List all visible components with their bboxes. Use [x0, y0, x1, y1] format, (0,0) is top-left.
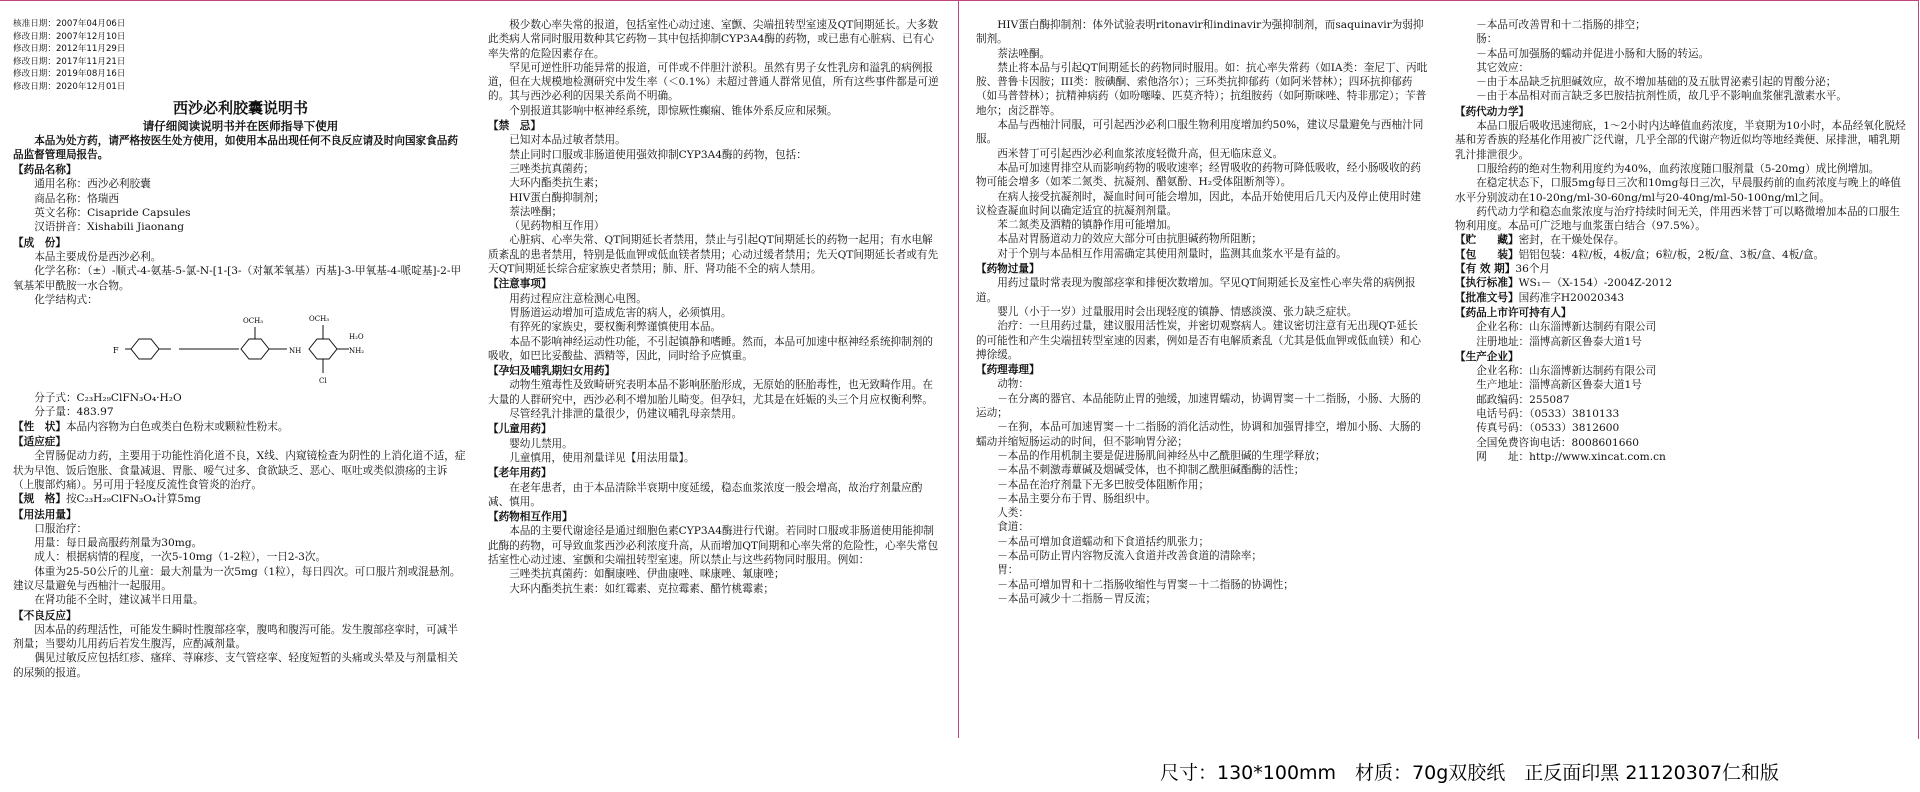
struct-label-nh: NH — [289, 347, 302, 356]
interaction-continued: 西米替丁可引起西沙必利血浆浓度轻微升高，但无临床意义。 — [997, 147, 1284, 160]
pharmacology-line: －本品在治疗剂量下无多巴胺受体阻断作用； — [997, 478, 1210, 491]
section-heading-usage: 【用法用量】 — [13, 508, 77, 521]
section-heading-overdose: 【药物过量】 — [976, 263, 1040, 276]
contra-line: 已知对本品过敏者禁用。 — [509, 134, 626, 147]
indications-text: 全胃肠促动力药，主要用于功能性消化道不良，X线、内窥镜检查为阴性的上消化道不适，症状为早饱、饭后饱胀、食量减退、胃胀、嗳气过多、食欲缺乏、恶心、呕吐或类似溃疡的主诉（上腹部灼痛）。另可用于轻度反流性食管炎的治疗。 — [13, 450, 466, 491]
manufacturer-line: 传真号码：（0533）3812600 — [1476, 422, 1620, 435]
holder-line: 企业名称：山东淄博新达制药有限公司 — [1476, 321, 1657, 334]
usage-line: 在肾功能不全时，建议减半日用量。 — [34, 594, 204, 607]
contra-line: 心脏病、心率失常、QT间期延长者禁用，禁止与引起QT间期延长的药物一起用；有水电解质紊乱的患者禁用，特别是低血钾或低血镁者禁用；心动过缓者禁用；先天QT间期延长者或有先天QT间期延长综合症家族史者禁用；肺、肝、肾功能不全的病人禁用。 — [488, 234, 939, 276]
elderly-line: 在老年患者，由于本品清除半衰期中度延缓，稳态血浆浓度一般会增高，故治疗剂量应酌减、慎用。 — [488, 481, 923, 508]
section-heading-precautions: 【注意事项】 — [488, 278, 552, 291]
pharmacology-line: －本品的作用机制主要是促进肠肌间神经丛中乙酰胆碱的生理学释放； — [997, 449, 1326, 462]
section-heading-contraindications: 【禁 忌】 — [488, 120, 541, 133]
standard-text: WS₁－（X-154）-2004Z-2012 — [1518, 277, 1673, 290]
column-1 — [13, 18, 468, 730]
manufacturer-line: 企业名称：山东淄博新达制药有限公司 — [1476, 365, 1657, 378]
molecular-weight: 分子量：483.97 — [34, 406, 114, 419]
pk-line: 在稳定状态下，口服5mg每日三次和10mg每日三次，早晨服药前的血药浓度与晚上的峰值水平分别波动在10-20ng/ml-30-60ng/ml与20-40ng/ml-50-100ng/ml之间。 — [1455, 177, 1901, 204]
composition-line: 本品主要成份是西沙必利。 — [34, 250, 162, 263]
adverse-line: 偶见过敏反应包括红疹、瘙痒、荨麻疹、支气管痉挛、轻度短暂的头痛或头晕及与剂量相关的尿频的报道。 — [13, 652, 458, 679]
pharmacology-line: 胃： — [997, 564, 1019, 577]
interaction-continued: 萘法唑酮。 — [997, 47, 1051, 60]
contra-line: （见药物相互作用） — [509, 220, 605, 233]
pregnancy-line: 动物生殖毒性及致畸研究表明本品不影响胚胎形成，无原始的胚胎毒性，也无致畸作用。在大量的人群研究中，西沙必利不增加胎儿畸变。但孕妇，尤其是在妊娠的头三个月应权衡利弊。 — [488, 379, 933, 406]
section-heading-spec: 【规 格】 — [13, 493, 66, 506]
struct-label-water: H₂O — [349, 333, 364, 342]
section-heading-elderly: 【老年用药】 — [488, 467, 552, 480]
struct-label-f: F — [113, 346, 119, 356]
contra-line: 萘法唑酮； — [509, 205, 563, 218]
manufacturer-line: 电话号码：（0533）3810133 — [1476, 408, 1620, 421]
chemical-structure — [109, 309, 369, 389]
usage-line: 用量：每日最高服药剂量为30mg。 — [34, 537, 203, 550]
struct-label-och3-right: OCH₃ — [309, 315, 330, 324]
caution-line: 用药过程应注意检测心电图。 — [509, 292, 647, 305]
pharmacology-line: －在狗，本品可加速胃窦－十二指肠的消化活动性，协调和加强胃排空，增加小肠、大肠的蠕动并缩短肠运动的时间，但不影响胃分泌； — [976, 421, 1421, 448]
adverse-continued: 罕见可逆性肝功能异常的报道，可伴或不伴胆汁淤积。虽然有男子女性乳房和溢乳的病例报道，但在大规模地检测研究中发生率（＜0.1%）未超过普通人群常见值，所有这些事件都是可逆的。其与西沙必利的因果关系尚不明确。 — [488, 61, 939, 103]
pk-line: 本品口服后吸收迅速彻底，1～2小时内达峰值血药浓度，半衰期为10小时，本品经氧化脱烃基和芳香族的羟基化作用被广泛代谢，几乎全部的代谢产物近似均等地经粪便、尿排泄，哺乳期乳汁排泄很少。 — [1455, 120, 1906, 161]
revision-date: 修改日期：2019年08月16日 — [13, 69, 126, 80]
section-heading-package: 【包 装】 — [1455, 248, 1519, 261]
section-heading-pharmacokinetics: 【药代动力学】 — [1455, 105, 1530, 118]
pharmacology-continued: －由于本品相对而言缺乏多巴胺拮抗剂性质，故几乎不影响血浆催乳激素水平。 — [1476, 90, 1847, 103]
revision-dates — [13, 18, 468, 94]
section-heading-children: 【儿童用药】 — [488, 423, 552, 436]
package-text: 铝铝包装：4粒/板，4板/盒；6粒/板，2板/盒、3板/盒、4板/盒。 — [1518, 248, 1825, 261]
interaction-continued: 本品与西柚汁同服，可引起西沙必利口服生物利用度增加约50%，建议尽量避免与西柚汁同服。 — [976, 119, 1424, 146]
pharmacology-continued: －本品可加强肠的蠕动并促进小肠和大肠的转运。 — [1476, 47, 1710, 60]
spec-text: 按C₂₃H₂₉ClFN₃O₄计算5mg — [65, 493, 201, 506]
pharmacology-line: －本品主要分布于胃、肠组织中。 — [997, 492, 1157, 505]
section-heading-pharmacology: 【药理毒理】 — [976, 364, 1040, 377]
pharmacology-continued: －本品可改善胃和十二指肠的排空； — [1476, 19, 1646, 31]
section-heading-validity: 【有 效 期】 — [1455, 263, 1516, 276]
pharmacology-line: －本品可减少十二指肠－胃反流； — [997, 592, 1157, 605]
section-heading-approval: 【批准文号】 — [1455, 291, 1519, 304]
pregnancy-line: 尽管经乳汁排泄的量很少，仍建议哺乳母亲禁用。 — [509, 408, 743, 421]
interaction-continued: 本品对胃肠道动力的效应大部分可由抗胆碱药物所阻断； — [997, 233, 1263, 246]
pharmacology-line: －本品可增加食道蠕动和下食道括约肌张力； — [997, 535, 1210, 548]
composition-line: 化学结构式： — [34, 293, 98, 306]
caution-line: 胃肠道运动增加可造成危害的病人，必须慎用。 — [509, 306, 732, 319]
section-heading-properties: 【性 状】 — [13, 420, 66, 433]
holder-line: 注册地址：淄博高新区鲁泰大道1号 — [1476, 335, 1642, 348]
contra-line: 大环内酯类抗生素； — [509, 177, 605, 190]
interaction-line: 三唑类抗真菌药：如酮康唑、伊曲康唑、咪康唑、氟康唑； — [509, 568, 785, 581]
column-4 — [1455, 18, 1908, 730]
interaction-continued: 苯二氮类及酒精的镇静作用可能增加。 — [997, 219, 1178, 232]
children-line: 婴幼儿禁用。 — [509, 437, 573, 450]
interaction-line: 本品的主要代谢途径是通过细胞色素CYP3A4酶进行代谢。若同时口服或非肠道使用能抑制此酶的药物，可导致血浆西沙必利浓度升高，从而增加QT间期和心率失常的危险性，心率失常包括室性心动过速、室颤和尖端扭转型室速。所以禁止与这些药物同时服用。例如： — [488, 525, 939, 566]
pharmacology-line: －本品可增加胃和十二指肠收缩性与胃窦－十二指肠的协调性； — [997, 578, 1294, 591]
drug-name-line: 商品名称：恪瑞西 — [34, 192, 119, 205]
revision-date: 核准日期：2007年04月06日 — [13, 19, 126, 29]
caution-line: 本品不影响神经运动性功能，不引起镇静和嗜睡。然而，本品可加速中枢神经系统抑制剂的吸收，如巴比妥酸盐、酒精等，因此，同时给予应慎重。 — [488, 335, 933, 362]
drug-name-line: 通用名称：西沙必利胶囊 — [34, 178, 151, 191]
section-heading-indications: 【适应症】 — [13, 436, 66, 449]
manufacturer-line: 网 址：http://www.xincat.com.cn — [1476, 450, 1666, 463]
column-2 — [488, 18, 943, 730]
section-heading-interactions: 【药物相互作用】 — [488, 511, 573, 524]
section-heading-manufacturer: 【生产企业】 — [1455, 350, 1519, 363]
drug-name-line: 汉语拼音：Xishabili Jiaonang — [34, 221, 185, 234]
prescription-warning: 本品为处方药，请严格按医生处方使用，如使用本品出现任何不良反应请及时向国家食品药品监督管理局报告。 — [13, 134, 458, 161]
adverse-line: 因本品的药理活性，可能发生瞬时性腹部痉挛，腹鸣和腹泻可能。发生腹部痉挛时，可减半剂量；当婴幼儿用药后若发生腹泻，应酌减剂量。 — [13, 623, 458, 651]
contra-line: HIV蛋白酶抑制剂； — [509, 191, 605, 204]
pharmacology-line: －本品不刺激毒蕈碱及烟碱受体，也不抑制乙酰胆碱酯酶的活性； — [997, 464, 1305, 477]
section-heading-storage: 【贮 藏】 — [1455, 234, 1519, 247]
manufacturer-line: 全国免费咨询电话：8008601660 — [1476, 436, 1639, 449]
pharmacology-continued: 其它效应： — [1476, 61, 1530, 74]
storage-text: 密封，在干燥处保存。 — [1518, 234, 1625, 247]
pharmacology-line: －本品可防止胃内容物反流入食道并改善食道的清除率； — [997, 549, 1263, 562]
manufacturer-line: 生产地址：淄博高新区鲁泰大道1号 — [1476, 379, 1642, 392]
pharmacology-continued: 肠： — [1476, 33, 1498, 46]
pharmacology-line: 食道： — [997, 521, 1029, 534]
drug-name-line: 英文名称：Cisapride Capsules — [34, 207, 191, 220]
column-3 — [976, 18, 1428, 730]
usage-line: 成人：根据病情的程度，一次5-10mg（1-2粒），一日2-3次。 — [34, 551, 327, 564]
interaction-continued: 禁止将本品与引起QT间期延长的药物同时服用。如：抗心率失常药（如IA类：奎尼丁、丙吡胺、普鲁卡因胺；III类：胺碘酮、索他洛尔）；三环类抗抑郁药（如阿米替林）；四环抗抑郁药（如马普替林）；抗精神病药（如吩噻嗪、匹莫齐特）；抗组胺药（如阿斯咪唑、特非那定）；苄普地尔；卤泛群等。 — [976, 61, 1428, 117]
children-line: 儿童慎用，使用剂量详见【用法用量】。 — [509, 451, 695, 464]
section-heading-drug-name: 【药品名称】 — [13, 164, 77, 177]
usage-line: 体重为25-50公斤的儿童：最大剂量为一次5mg（1粒），每日四次。可口服片剂或混悬剂。建议尽量避免与西柚汁一起服用。 — [13, 565, 461, 592]
interaction-continued: 对于个别与本品相互作用需确定其使用剂量时，监测其血浆水平是有益的。 — [997, 247, 1347, 260]
molecular-formula: 分子式：C₂₃H₂₉ClFN₃O₄·H₂O — [34, 392, 182, 405]
adverse-continued: 极少数心率失常的报道，包括室性心动过速、室颤、尖端扭转型室速及QT间期延长。大多数此类病人常同时服用数种其它药物－其中包括抑制CYP3A4酶的药物，或已患有心脏病、已有心率失常的危险因素存在。 — [488, 19, 939, 60]
revision-date: 修改日期：2020年12月01日 — [13, 81, 126, 92]
pharmacology-continued: －由于本品缺乏抗胆碱效应，故不增加基础的及五肽胃泌素引起的胃酸分泌； — [1476, 76, 1837, 89]
struct-label-nh2: NH₂ — [349, 347, 365, 356]
section-heading-adverse: 【不良反应】 — [13, 609, 77, 622]
revision-date: 修改日期：2012年11月29日 — [13, 44, 126, 55]
validity-text: 36个月 — [1515, 263, 1551, 276]
pharmacology-line: －在分离的器官、本品能防止胃的弛缓，加速胃蠕动，协调胃窦－十二指肠，小肠、大肠的运动； — [976, 392, 1421, 420]
pharmacology-line: 人类： — [997, 507, 1029, 520]
overdose-line: 用药过量时常表现为腹部痉挛和排便次数增加。罕见QT间期延长及室性心率失常的病例报道。 — [976, 277, 1416, 304]
usage-line: 口服治疗： — [34, 522, 88, 535]
manufacturer-line: 邮政编码：255087 — [1476, 393, 1570, 406]
fold-line — [958, 0, 959, 738]
pk-line: 药代动力学和稳态血浆浓度与治疗持续时间无关，伴用西米替丁可以略微增加本品的口服生物利用度。本品可广泛地与血浆蛋白结合（97.5%）。 — [1455, 205, 1900, 233]
pk-line: 口服给药的绝对生物利用度约为40%，血药浓度随口服剂量（5-20mg）成比例增加。 — [1476, 162, 1880, 175]
overdose-line: 治疗：一旦用药过量，建议服用活性炭，并密切观察病人。建议密切注意有无出现QT-延长的可能性和产生尖端扭转型室速的因素，例如是否有电解质紊乱（尤其是低血钾或低血镁）和心搏徐缓。 — [976, 320, 1421, 361]
interaction-continued: HIV蛋白酶抑制剂：体外试验表明ritonavir和indinavir为强抑制剂，而saquinavir为弱抑制剂。 — [976, 19, 1424, 46]
composition-line: 化学名称：（±）-顺式-4-氨基-5-氯-N-[1-[3-（对氟苯氧基）丙基]-3-甲氧基-4-哌啶基]-2-甲氧基苯甲酰胺一水合物。 — [13, 265, 462, 292]
pharmacology-line: 动物： — [997, 378, 1029, 391]
section-heading-composition: 【成 份】 — [13, 236, 66, 249]
interaction-continued: 在病人接受抗凝剂时，凝血时间可能会增加，因此，本品开始使用后几天内及停止使用时建议检查凝血时间以确定适宜的抗凝剂剂量。 — [976, 190, 1421, 217]
section-heading-standard: 【执行标准】 — [1455, 277, 1519, 290]
interaction-continued: 本品可加速胃排空从而影响药物的吸收速率；经胃吸收的药物可降低吸收，经小肠吸收的药物可能会增多（如苯二氮类、抗凝剂、醋氨酚、H₂受体阻断剂等）。 — [976, 161, 1421, 189]
struct-label-och3-left: OCH₃ — [243, 317, 264, 326]
document-title: 西沙必利胶囊说明书 — [172, 98, 308, 117]
approval-text: 国药准字H20020343 — [1518, 291, 1625, 304]
contra-line: 禁止同时口服或非肠道使用强效抑制CYP3A4酶的药物，包括： — [509, 148, 807, 161]
contra-line: 三唑类抗真菌药； — [509, 162, 594, 175]
revision-date: 修改日期：2017年11月21日 — [13, 56, 126, 67]
overdose-line: 婴儿（小于一岁）过量服用时会出现轻度的镇静、情感淡漠、张力缺乏症状。 — [997, 305, 1358, 318]
print-spec-footer: 尺寸：130*100mm 材质：70g双胶纸 正反面印黑 21120307仁和版 — [1160, 762, 1780, 784]
section-heading-holder: 【药品上市许可持有人】 — [1455, 306, 1572, 319]
caution-line: 有猝死的家族史，要权衡利弊谨慎使用本品。 — [509, 321, 722, 334]
struct-label-cl: Cl — [319, 377, 327, 386]
chemical-structure-drawing — [109, 309, 369, 389]
properties-text: 本品内容物为白色或类白色粉末或颗粒性粉末。 — [65, 420, 289, 433]
adverse-continued: 个别报道其影响中枢神经系统，即惊厥性癫痫、锥体外系反应和尿频。 — [509, 104, 838, 117]
document-subtitle: 请仔细阅读说明书并在医师指导下使用 — [142, 118, 339, 133]
section-heading-pregnancy: 【孕妇及哺乳期妇女用药】 — [488, 365, 616, 378]
revision-date: 修改日期：2007年12月10日 — [13, 31, 126, 42]
interaction-line: 大环内酯类抗生素：如红霉素、克拉霉素、醋竹桃霉素； — [509, 582, 775, 595]
